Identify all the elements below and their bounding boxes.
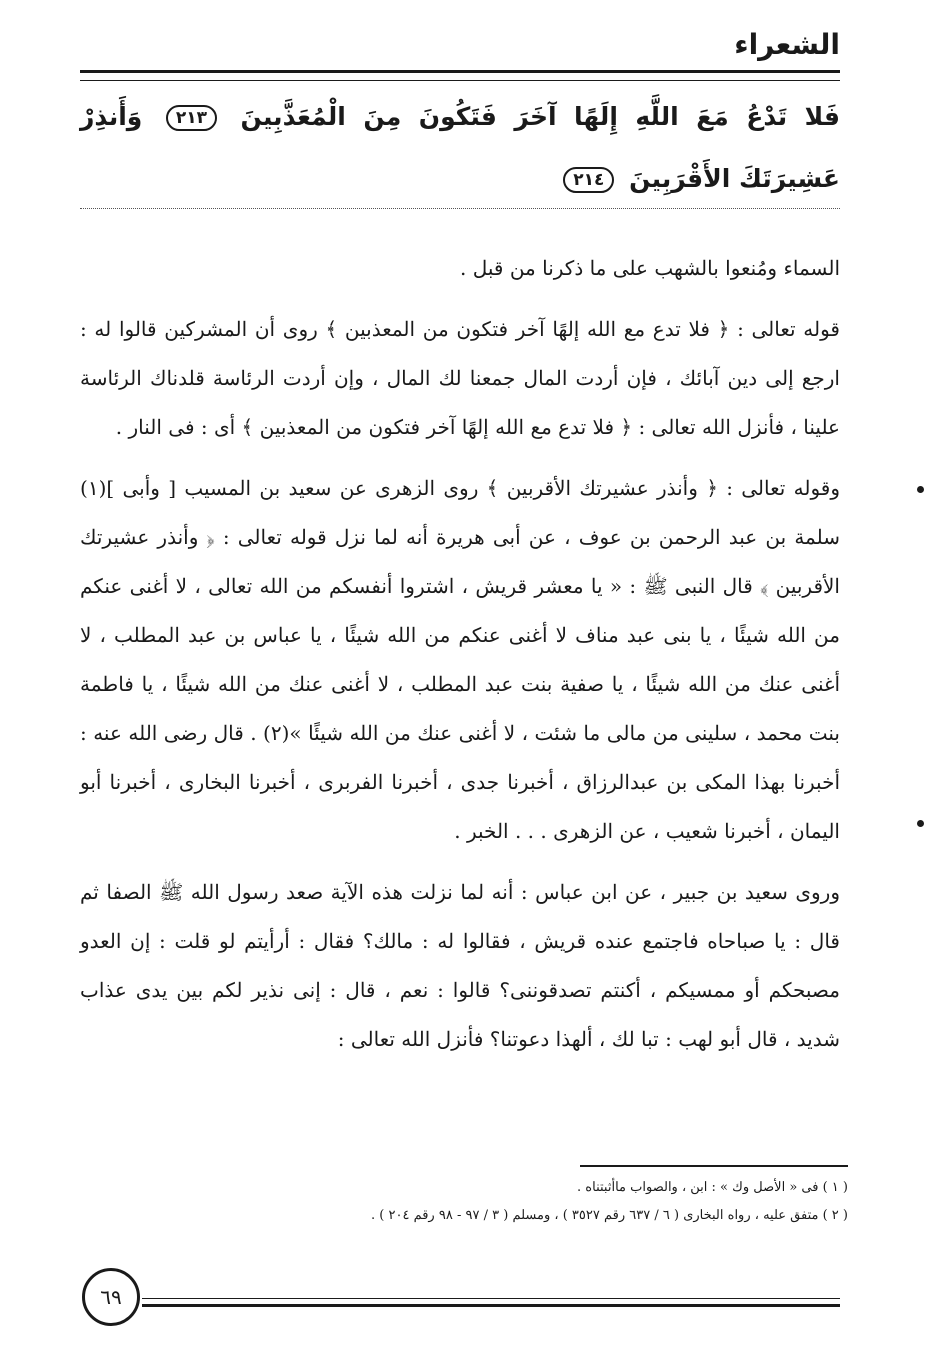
verse-number-marker: ٢١٣ xyxy=(166,105,217,131)
paragraph: وقوله تعالى : ﴿ وأنذر عشيرتك الأقربين ﴾ روى الزهرى عن سعيد بن المسيب [ وأبى ](١) سلمة بن عبد الرحمن بن عوف ، عن أبى هريرة أنه لما نزل قوله تعالى : ﴿ وأنذر عشيرتك الأقربين ﴾ قال النبى ﷺ : « يا معشر قريش ، اشتروا أنفسكم من الله تعالى ، لا أغنى عنكم من الله شيئًا ، يا بنى عبد مناف لا أغنى عنكم من الله شيئًا ، يا عباس بن عبد المطلب ، لا أغنى عنك من الله شيئًا ، يا صفية بنت عبد المطلب ، لا أغنى عنك من الله شيئًا ، يا فاطمة بنت محمد ، سلينى من مالى ما شئت ، لا أغنى عنك من الله شيئًا »(٢) . قال رضى الله عنه : أخبرنا بهذا المكى بن عبدالرزاق ، أخبرنا جدى ، أخبرنا الفربرى ، أخبرنا البخارى ، أخبرنا أبو اليمان ، أخبرنا شعيب ، عن الزهرى . . . الخبر . xyxy=(80,476,840,843)
margin-mark xyxy=(917,820,924,827)
paragraph: السماء ومُنعوا بالشهب على ما ذكرنا من قبل . xyxy=(460,256,840,280)
running-header-title: الشعراء xyxy=(734,28,840,61)
quran-verse-block xyxy=(80,86,840,210)
margin-mark xyxy=(917,486,924,493)
page-number-badge: ٦٩ xyxy=(82,1268,140,1326)
footnote-separator xyxy=(580,1165,848,1167)
header-rule xyxy=(80,70,840,81)
verse-text-213: فَلا تَدْعُ مَعَ اللَّهِ إِلَهًا آخَرَ فَتَكُونَ مِنَ الْمُعَذَّبِينَ xyxy=(240,102,840,131)
footnotes xyxy=(200,1174,848,1230)
paragraph: قوله تعالى : ﴿ فلا تدع مع الله إلهًا آخر فتكون من المعذبين ﴾ روى أن المشركين قالوا له : ارجع إلى دين آبائك ، فإن أردت المال جمعنا لك المال ، وإن أردت الرئاسة قلدناك الرئاسة علينا ، فأنزل الله تعالى : ﴿ فلا تدع مع الله إلهًا آخر فتكون من المعذبين ﴾ أى : فى النار . xyxy=(80,317,840,439)
verse-text-214: وَأَنذِرْ عَشِيرَتَكَ الأَقْرَبِينَ xyxy=(80,102,840,193)
footnote-1: ( ١ ) فى « الأصل وك » : ابن ، والصواب ماأثبتناه . xyxy=(577,1180,848,1195)
footnote-2: ( ٢ ) متفق عليه ، رواه البخارى ( ٦ / ٦٣٧ رقم ٣٥٢٧ ) ، ومسلم ( ٣ / ٩٧ - ٩٨ رقم ٢٠٤ ) . xyxy=(371,1208,848,1223)
footer-rule xyxy=(142,1298,840,1307)
paragraph: وروى سعيد بن جبير ، عن ابن عباس : أنه لما نزلت هذه الآية صعد رسول الله ﷺ الصفا ثم قال : يا صباحاه فاجتمع عنده قريش ، فقالوا له : مالك؟ فقال : أرأيتم لو قلت : إن العدو مصبحكم أو ممسيكم ، أكنتم تصدقوننى؟ قالوا : نعم ، قال : إنى نذير لكم بين يدى عذاب شديد ، قال أبو لهب : تبا لك ، ألهذا دعوتنا؟ فأنزل الله تعالى : xyxy=(80,880,840,1051)
verse-separator xyxy=(80,208,840,209)
commentary-text xyxy=(80,244,840,1076)
verse-number-marker: ٢١٤ xyxy=(563,167,614,193)
